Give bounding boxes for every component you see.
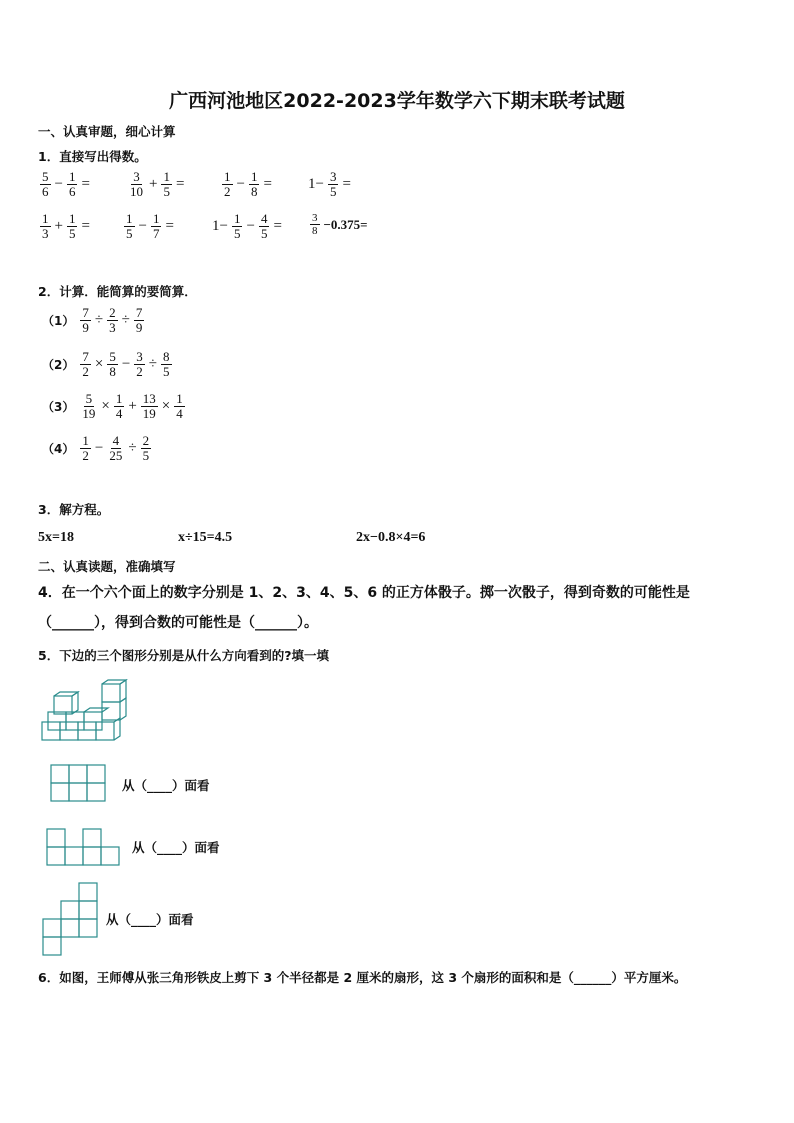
section-1-heading: 一、认真审题，细心计算: [38, 124, 176, 139]
view-figure-2: [46, 828, 124, 866]
q2-item-4: （4） $\frac{1}{2}$ − $\frac{4}{25}$ ÷ $\frac{2}{5}$: [42, 433, 150, 463]
q1-expr-8: $\frac{3}{8}$ −0.375=: [312, 212, 368, 237]
section-2-heading: 二、认真读题，准确填写: [38, 559, 176, 574]
q3-equation-3: 2x−0.8×4=6: [356, 530, 426, 545]
q2-label: 2．计算．能简算的要简算．: [38, 284, 197, 299]
q1-expr-4: 1− $\frac{3}{5}$ =: [308, 169, 351, 199]
page-title: 广西河池地区2022-2023学年数学六下期末联考试题: [169, 90, 625, 112]
q4-line-1: 4．在一个六个面上的数字分别是 1、2、3、4、5、6 的正方体骰子。掷一次骰子，得到奇数的可能性是: [38, 585, 690, 601]
q2-item-2: （2） $\frac{7}{2}$ × $\frac{5}{8}$ − $\frac{3}{2}$ ÷ $\frac{8}{5}$: [42, 349, 170, 379]
q1-label: 1．直接写出得数。: [38, 149, 147, 164]
fraction: $\frac{1}{7}$: [152, 211, 160, 241]
q2-item-3: （3） $\frac{5}{19}$ × $\frac{1}{4}$ + $\frac{13}{19}$ × $\frac{1}{4}$: [42, 391, 183, 421]
fraction: $\frac{1}{5}$: [68, 211, 76, 241]
q5-label: 5．下边的三个图形分别是从什么方向看到的?填一填: [38, 648, 329, 663]
q6-text: 6．如图，王师傅从张三角形铁皮上剪下 3 个半径都是 2 厘米的扇形，这 3 个扇形的面积和是（______）平方厘米。: [38, 970, 687, 985]
view-figure-1: [50, 764, 108, 802]
fraction: $\frac{1}{2}$: [224, 169, 231, 199]
fraction: $\frac{3}{10}$: [130, 169, 143, 199]
view-answer-1[interactable]: 从（____）面看: [122, 778, 210, 793]
q3-label: 3．解方程。: [38, 502, 110, 517]
q1-expr-6: $\frac{1}{5}$ − $\frac{1}{7}$ =: [126, 211, 174, 241]
view-answer-3[interactable]: 从（____）面看: [106, 912, 194, 927]
q1-expr-2: $\frac{3}{10}$ + $\frac{1}{5}$ =: [130, 169, 185, 199]
q3-equation-1: 5x=18: [38, 530, 74, 545]
q4-line-2: （______），得到合数的可能性是（______）。: [38, 615, 318, 631]
q1-expr-3: $\frac{1}{2}$ − $\frac{1}{8}$ =: [224, 169, 272, 199]
fraction: $\frac{3}{8}$: [312, 212, 318, 237]
fraction: $\frac{5}{6}$: [42, 169, 49, 199]
fraction: $\frac{1}{3}$: [42, 211, 49, 241]
fraction: $\frac{1}{5}$: [126, 211, 133, 241]
q1-expr-1: $\frac{5}{6}$ − $\frac{1}{6}$ =: [42, 169, 90, 199]
q1-expr-5: $\frac{1}{3}$ + $\frac{1}{5}$ =: [42, 211, 90, 241]
fraction: $\frac{1}{8}$: [250, 169, 258, 199]
fraction: $\frac{1}{5}$: [233, 211, 241, 241]
fraction: $\frac{1}{5}$: [163, 169, 170, 199]
fraction: $\frac{4}{5}$: [260, 211, 268, 241]
view-answer-2[interactable]: 从（____）面看: [132, 840, 220, 855]
fraction: $\frac{3}{5}$: [329, 169, 337, 199]
fraction: $\frac{1}{6}$: [68, 169, 76, 199]
q1-expr-7: 1− $\frac{1}{5}$ − $\frac{4}{5}$ =: [212, 211, 282, 241]
q3-equation-2: x÷15=4.5: [178, 530, 233, 545]
cube-stack-figure: [40, 678, 130, 742]
view-figure-3: [42, 882, 102, 956]
q2-item-1: （1） $\frac{7}{9}$ ÷ $\frac{2}{3}$ ÷ $\frac{7}{9}$: [42, 305, 143, 335]
